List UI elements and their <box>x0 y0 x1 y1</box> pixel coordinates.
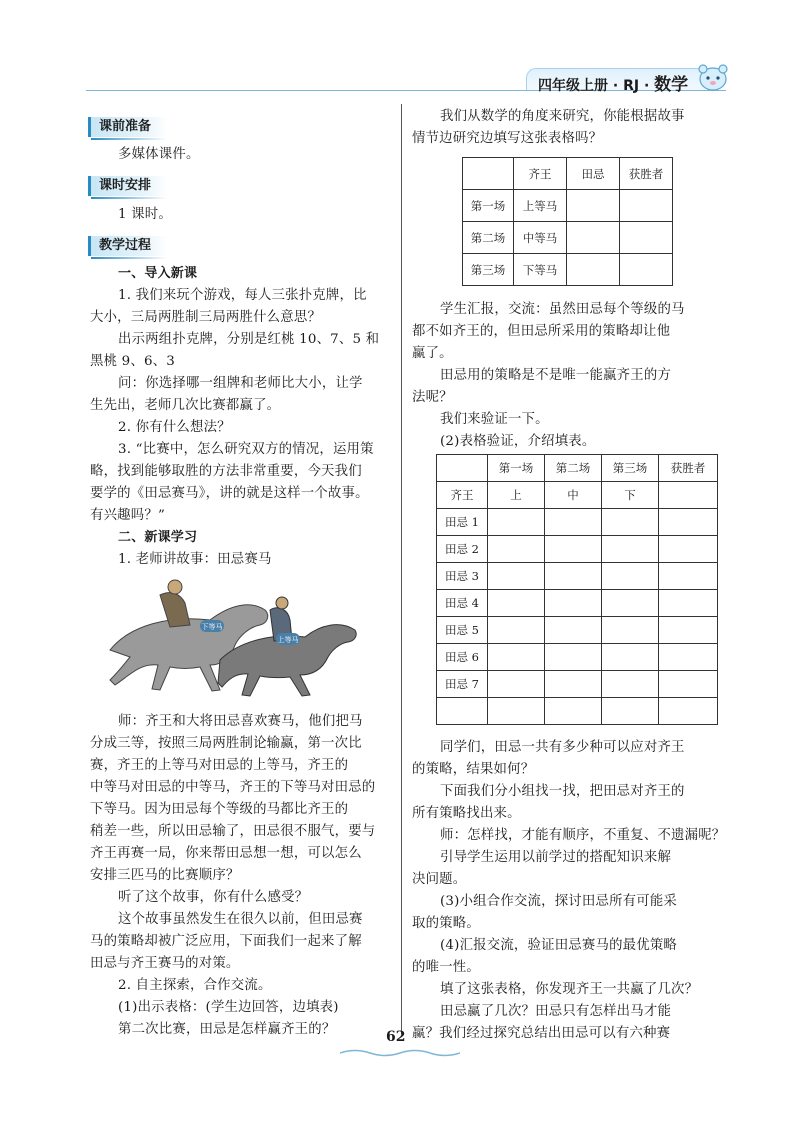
text-line: 下面我们分小组找一找，把田忌对齐王的 <box>440 784 685 799</box>
text-line: 填了这张表格，你发现齐王一共赢了几次？ <box>440 982 699 997</box>
table-cell: 上等马 <box>514 190 567 222</box>
table-cell <box>567 254 620 286</box>
header-separator: · <box>612 78 619 94</box>
table-cell <box>488 671 545 698</box>
table-cell <box>602 563 659 590</box>
text-line: 赢了。 <box>412 346 453 361</box>
table-cell: 田忌 4 <box>437 590 488 617</box>
table-cell: 上 <box>488 482 545 509</box>
text-line: (2)表格验证，介绍填表。 <box>440 434 596 449</box>
table-cell <box>437 698 488 725</box>
table-cell <box>659 563 718 590</box>
text-line: 我们从数学的角度来研究，你能根据故事 <box>440 109 685 124</box>
page-wave-decoration <box>340 1048 460 1058</box>
header-subject: 数学 <box>654 75 689 95</box>
table-cell: 田忌 7 <box>437 671 488 698</box>
table-cell <box>659 671 718 698</box>
table-cell: 中等马 <box>514 222 567 254</box>
table-cell <box>437 455 488 482</box>
table-header: 获胜者 <box>620 158 673 190</box>
text-line: 田忌用的策略是不是唯一能赢齐王的方 <box>440 368 672 383</box>
text-line: 田忌与齐王赛马的对策。 <box>90 956 240 971</box>
table-cell: 第一场 <box>463 190 514 222</box>
section-heading-process: 教学过程 <box>88 236 167 256</box>
horse-label-low: 下等马 <box>201 623 223 631</box>
text-line: 取的策略。 <box>412 916 480 931</box>
text-line: 略，找到能够取胜的方法非常重要，今天我们 <box>90 464 362 479</box>
text-line: 中等马对田忌的中等马，齐王的下等马对田忌的 <box>90 780 376 795</box>
text-line: 出示两组扑克牌，分别是红桃 10、7、5 和 <box>118 332 380 347</box>
text-line: (4)汇报交流，验证田忌赛马的最优策略 <box>440 938 678 953</box>
table-cell <box>602 617 659 644</box>
header-separator: · <box>643 78 650 94</box>
table-row <box>437 563 718 590</box>
text-line: 决问题。 <box>412 872 467 887</box>
table-cell: 下等马 <box>514 254 567 286</box>
section-heading-schedule: 课时安排 <box>88 176 167 196</box>
table-cell <box>545 698 602 725</box>
table-cell <box>488 590 545 617</box>
table-row <box>437 455 718 482</box>
table-cell <box>545 590 602 617</box>
table-header: 第三场 <box>602 455 659 482</box>
text-line: 要学的《田忌赛马》，讲的就是这样一个故事。 <box>90 486 369 501</box>
text-line: 齐王再赛一局，你来帮田忌想一想，可以怎么 <box>90 846 362 861</box>
table-cell <box>602 536 659 563</box>
table-cell <box>488 617 545 644</box>
table-cell <box>659 698 718 725</box>
table-header: 齐王 <box>514 158 567 190</box>
table-cell <box>488 644 545 671</box>
table-cell <box>488 698 545 725</box>
table-cell: 田忌 6 <box>437 644 488 671</box>
table-cell <box>488 536 545 563</box>
text-line: 法呢？ <box>412 390 453 405</box>
text-line: 引导学生运用以前学过的搭配知识来解 <box>440 850 672 865</box>
table-cell <box>659 482 718 509</box>
table-cell <box>602 590 659 617</box>
text-line: 多媒体课件。 <box>118 147 200 162</box>
table-cell <box>545 644 602 671</box>
text-line: 3. “比赛中，怎么研究双方的情况，运用策 <box>118 442 374 457</box>
table-cell: 齐王 <box>437 482 488 509</box>
text-line: 的唯一性。 <box>412 960 480 975</box>
table-header: 田忌 <box>567 158 620 190</box>
text-line: 1. 老师讲故事：田忌赛马 <box>118 552 272 567</box>
mascot-icon <box>696 62 730 92</box>
table-row <box>463 222 673 254</box>
subheading-new-lesson: 二、新课学习 <box>118 530 198 545</box>
text-line: (3)小组合作交流，探讨田忌所有可能采 <box>440 894 678 909</box>
table-cell <box>545 563 602 590</box>
running-header <box>538 70 688 95</box>
table-cell: 田忌 1 <box>437 509 488 536</box>
text-line: 1. 我们来玩个游戏，每人三张扑克牌，比 <box>118 288 367 303</box>
text-line: 下等马。因为田忌每个等级的马都比齐王的 <box>90 802 349 817</box>
text-line: 同学们，田忌一共有多少种可以应对齐王 <box>440 740 685 755</box>
page-number: 62 <box>386 1029 406 1045</box>
text-line: 大小，三局两胜制三局两胜什么意思？ <box>90 310 322 325</box>
text-line: 田忌赢了几次？田忌只有怎样出马才能 <box>440 1004 672 1019</box>
horse-table <box>462 157 673 286</box>
table-row <box>463 190 673 222</box>
table-cell <box>488 563 545 590</box>
text-line: 我们来验证一下。 <box>440 412 549 427</box>
table-cell <box>659 509 718 536</box>
table-cell: 第二场 <box>463 222 514 254</box>
table-cell <box>659 590 718 617</box>
table-cell <box>620 222 673 254</box>
table-cell <box>567 190 620 222</box>
table-header: 第二场 <box>545 455 602 482</box>
text-line: 这个故事虽然发生在很久以前，但田忌赛 <box>118 912 363 927</box>
text-line: 都不如齐王的，但田忌所采用的策略却让他 <box>412 324 671 339</box>
table-header: 第一场 <box>488 455 545 482</box>
table-cell <box>545 509 602 536</box>
table-row <box>437 617 718 644</box>
header-edition: RJ <box>623 78 640 94</box>
strategy-table <box>436 454 718 725</box>
text-line: 分成三等，按照三局两胜制论输赢，第一次比 <box>90 736 362 751</box>
table-cell <box>602 698 659 725</box>
table-row <box>437 590 718 617</box>
table-cell: 中 <box>545 482 602 509</box>
column-divider <box>401 104 402 1034</box>
table-row <box>437 644 718 671</box>
table-cell: 下 <box>602 482 659 509</box>
table-cell <box>488 509 545 536</box>
text-line: 黑桃 9、6、3 <box>90 354 175 369</box>
text-line: 听了这个故事，你有什么感受？ <box>118 890 309 905</box>
table-cell <box>567 222 620 254</box>
section-heading-preparation: 课前准备 <box>88 117 167 137</box>
table-cell: 第三场 <box>463 254 514 286</box>
table-row <box>437 671 718 698</box>
text-line: 2. 你有什么想法？ <box>118 420 231 435</box>
text-line: 稍差一些，所以田忌输了，田忌很不服气，要与 <box>90 824 376 839</box>
horse-race-illustration <box>100 565 370 700</box>
text-line: 的策略，结果如何？ <box>412 762 535 777</box>
table-row <box>437 698 718 725</box>
subheading-intro: 一、导入新课 <box>118 266 198 281</box>
text-line: 赢？我们经过探究总结出田忌可以有六种赛 <box>412 1026 671 1041</box>
table-cell <box>602 671 659 698</box>
text-line: (1)出示表格：(学生边回答，边填表) <box>118 1000 339 1015</box>
table-cell <box>659 644 718 671</box>
text-line: 1 课时。 <box>118 207 172 222</box>
text-line: 学生汇报，交流：虽然田忌每个等级的马 <box>440 302 685 317</box>
header-grade: 四年级上册 <box>538 78 608 94</box>
table-row <box>437 536 718 563</box>
table-cell <box>659 536 718 563</box>
table-cell <box>545 617 602 644</box>
table-cell: 田忌 3 <box>437 563 488 590</box>
table-row <box>437 509 718 536</box>
table-cell <box>463 158 514 190</box>
text-line: 所有策略找出来。 <box>412 806 521 821</box>
text-line: 2. 自主探索，合作交流。 <box>118 978 272 993</box>
text-line: 有兴趣吗？” <box>90 508 165 523</box>
table-cell <box>602 509 659 536</box>
table-cell <box>545 536 602 563</box>
text-line: 第二次比赛，田忌是怎样赢齐王的？ <box>118 1022 336 1037</box>
text-line: 赛，齐王的上等马对田忌的上等马，齐王的 <box>90 758 349 773</box>
horse-label-high: 上等马 <box>277 636 299 644</box>
text-line: 师：怎样找，才能有顺序，不重复、不遗漏呢？ <box>440 828 726 843</box>
table-cell <box>659 617 718 644</box>
text-line: 安排三匹马的比赛顺序？ <box>90 868 240 883</box>
text-line: 问：你选择哪一组牌和老师比大小，让学 <box>118 376 363 391</box>
table-cell: 田忌 2 <box>437 536 488 563</box>
text-line: 情节边研究边填写这张表格吗？ <box>412 131 603 146</box>
text-line: 师：齐王和大将田忌喜欢赛马，他们把马 <box>118 714 363 729</box>
table-row <box>437 482 718 509</box>
table-cell <box>545 671 602 698</box>
table-row <box>463 254 673 286</box>
table-cell: 田忌 5 <box>437 617 488 644</box>
text-line: 马的策略却被广泛应用，下面我们一起来了解 <box>90 934 362 949</box>
table-header: 获胜者 <box>659 455 718 482</box>
table-cell <box>620 254 673 286</box>
text-line: 生先出，老师几次比赛都赢了。 <box>90 398 281 413</box>
table-cell <box>602 644 659 671</box>
table-cell <box>620 190 673 222</box>
table-row <box>463 158 673 190</box>
